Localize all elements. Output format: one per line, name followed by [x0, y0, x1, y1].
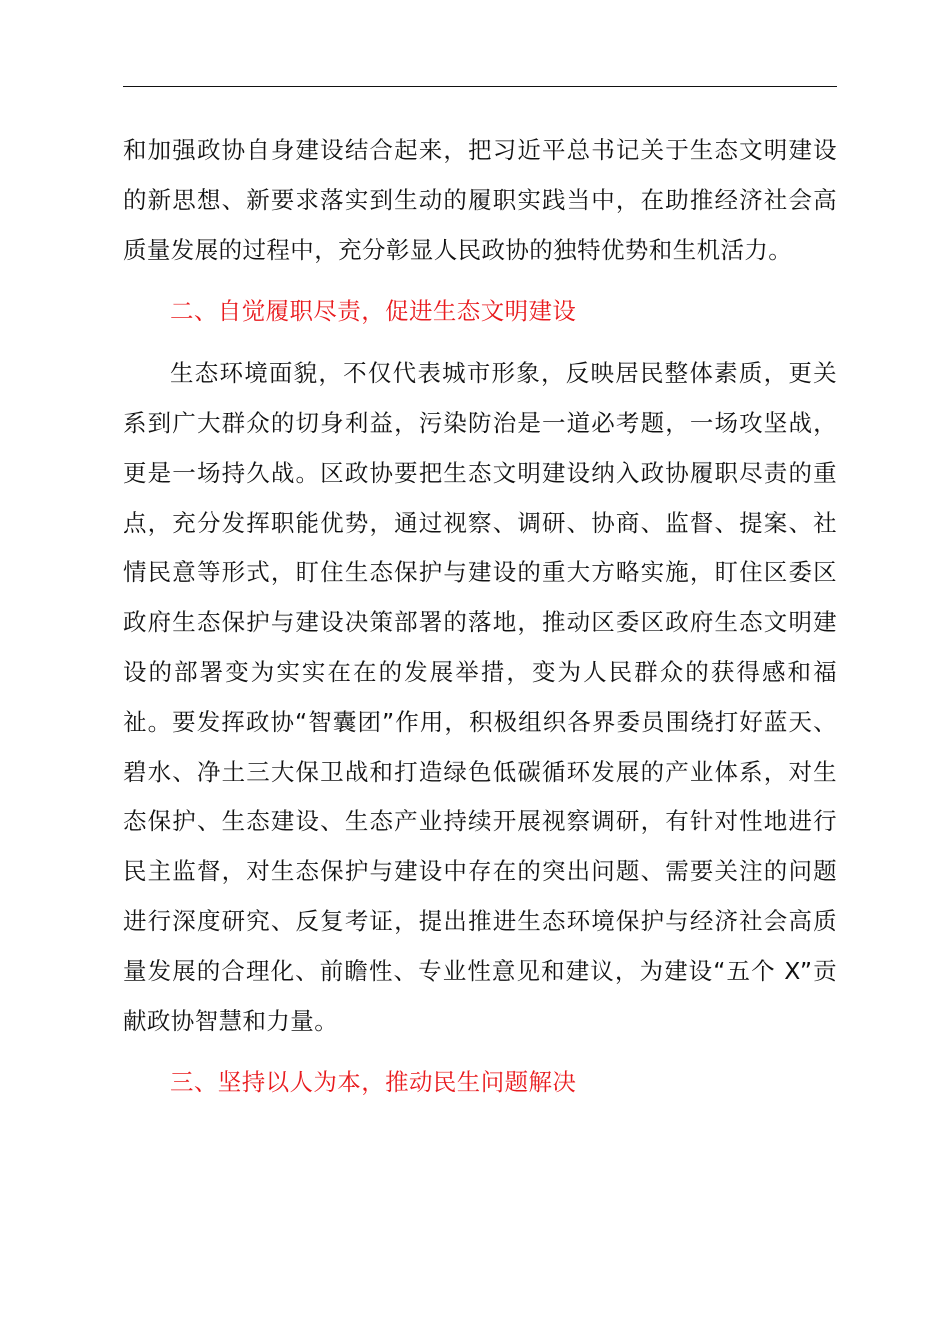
- paragraph-continuation: 和加强政协自身建设结合起来，把习近平总书记关于生态文明建设的新思想、新要求落实到生动的履职实践当中，在助推经济社会高质量发展的过程中，充分彰显人民政协的独特优势和生机活力。: [123, 136, 837, 264]
- header-rule: [123, 86, 837, 87]
- section-heading-3: 三、坚持以人为本，推动民生问题解决: [170, 1068, 577, 1097]
- paragraph-ecology: 生态环境面貌，不仅代表城市形象，反映居民整体素质，更关系到广大群众的切身利益，污染防治是一道必考题，一场攻坚战，更是一场持久战。区政协要把生态文明建设纳入政协履职尽责的重点，充分发挥职能优势，通过视察、调研、协商、监督、提案、社情民意等形式，盯住生态保护与建设的重大方略实施，盯住区委区政府生态保护与建设决策部署的落地，推动区委区政府生态文明建设的部署变为实实在在的发展举措，变为人民群众的获得感和福祉。要发挥政协“智囊团”作用，积极组织各界委员围绕打好蓝天、碧水、净土三大保卫战和打造绿色低碳循环发展的产业体系，对生态保护、生态建设、生态产业持续开展视察调研，有针对性地进行民主监督，对生态保护与建设中存在的突出问题、需要关注的问题进行深度研究、反复考证，提出推进生态环境保护与经济社会高质量发展的合理化、前瞻性、专业性意见和建议，为建设“五个 X”贡献政协智慧和力量。: [123, 359, 837, 1035]
- section-heading-2: 二、自觉履职尽责，促进生态文明建设: [170, 297, 577, 326]
- document-body: [123, 126, 837, 1120]
